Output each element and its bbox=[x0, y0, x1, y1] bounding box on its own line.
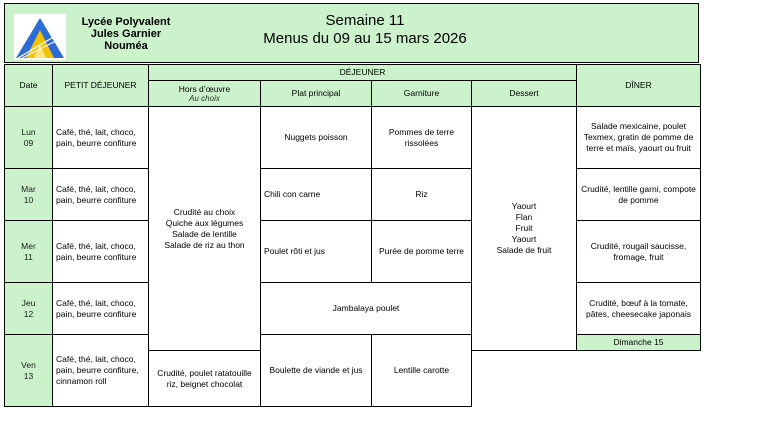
starter-item: Salade de lentille bbox=[172, 228, 237, 239]
day-wednesday bbox=[5, 221, 53, 283]
lunch-header: DÉJEUNER bbox=[149, 65, 577, 81]
day-name: Mer bbox=[21, 240, 36, 251]
header-banner bbox=[4, 3, 699, 63]
school-logo bbox=[14, 14, 66, 60]
main-monday: Nuggets poisson bbox=[261, 107, 372, 169]
dessert-item: Salade de fruit bbox=[496, 245, 552, 255]
date-header: Date bbox=[5, 65, 53, 107]
day-name: Mar bbox=[21, 183, 36, 194]
dessert-item: Yaourt bbox=[511, 234, 537, 244]
starter-header-note: Au choix bbox=[189, 94, 220, 103]
school-line-2: Jules Garnier bbox=[90, 28, 162, 40]
side-tuesday: Riz bbox=[372, 169, 472, 221]
main-header: Plat principal bbox=[261, 81, 372, 107]
starter-item: Quiche aux légumes bbox=[165, 217, 244, 228]
date-range: Menus du 09 au 15 mars 2026 bbox=[263, 30, 467, 47]
day-number: 10 bbox=[23, 194, 34, 205]
side-header: Garniture bbox=[372, 81, 472, 107]
menu-title bbox=[205, 12, 525, 48]
main-thursday: Jambalaya poulet bbox=[261, 283, 472, 335]
starter-item: Salade de riz au thon bbox=[164, 239, 245, 250]
school-name bbox=[71, 16, 181, 52]
day-tuesday bbox=[5, 169, 53, 221]
dessert-header: Dessert bbox=[472, 81, 577, 107]
starter-item: Crudité au choix bbox=[173, 206, 236, 217]
dinner-header: DÎNER bbox=[577, 65, 701, 107]
day-name: Ven bbox=[21, 359, 36, 370]
dinner-sunday: Crudité, poulet ratatouille riz, beignet chocolat bbox=[149, 351, 261, 407]
day-name: Jeu bbox=[21, 297, 36, 308]
day-thursday bbox=[5, 283, 53, 335]
breakfast-wednesday: Café, thé, lait, choco, pain, beurre confiture bbox=[53, 221, 149, 283]
breakfast-monday: Café, thé, lait, choco, pain, beurre confiture bbox=[53, 107, 149, 169]
school-line-3: Nouméa bbox=[104, 40, 148, 52]
sunday-label: Dimanche 15 bbox=[577, 335, 701, 351]
main-friday: Boulette de viande et jus bbox=[261, 335, 372, 407]
desserts-cell bbox=[472, 107, 577, 351]
dinner-monday: Salade mexicaine, poulet Texmex, gratin de pomme de terre et maïs, yaourt ou fruit bbox=[577, 107, 701, 169]
day-number: 11 bbox=[24, 251, 33, 262]
main-tuesday: Chili con carne bbox=[261, 169, 372, 221]
day-name: Lun bbox=[21, 126, 36, 137]
dessert-item: Yaourt bbox=[511, 201, 537, 211]
dessert-item: Flan bbox=[515, 212, 533, 222]
school-line-1: Lycée Polyvalent bbox=[81, 16, 171, 28]
dinner-wednesday: Crudité, rougail saucisse, fromage, fruit bbox=[577, 221, 701, 283]
side-monday: Pommes de terre rissolées bbox=[372, 107, 472, 169]
main-wednesday: Poulet rôti et jus bbox=[261, 221, 372, 283]
day-number: 12 bbox=[23, 308, 34, 319]
starters-cell bbox=[149, 107, 261, 351]
weekly-menu-table bbox=[4, 64, 701, 407]
day-number: 09 bbox=[23, 137, 34, 148]
breakfast-header: PETIT DÉJEUNER bbox=[53, 65, 149, 107]
side-friday: Lentille carotte bbox=[372, 335, 472, 407]
day-friday bbox=[5, 335, 53, 407]
day-monday bbox=[5, 107, 53, 169]
starter-header bbox=[149, 81, 261, 107]
dinner-thursday: Crudité, bœuf à la tomate, pâtes, cheesecake japonais bbox=[577, 283, 701, 335]
dinner-tuesday: Crudité, lentille garni, compote de pomme bbox=[577, 169, 701, 221]
side-wednesday: Purée de pomme terre bbox=[372, 221, 472, 283]
dessert-item: Fruit bbox=[515, 223, 533, 233]
breakfast-thursday: Café, thé, lait, choco, pain, beurre confiture bbox=[53, 283, 149, 335]
week-label: Semaine 11 bbox=[325, 12, 405, 29]
breakfast-tuesday: Café, thé, lait, choco, pain, beurre confiture bbox=[53, 169, 149, 221]
breakfast-friday: Café, thé, lait, choco, pain, beurre confiture, cinnamon roll bbox=[53, 335, 149, 407]
starter-header-label: Hors d’œuvre bbox=[178, 84, 231, 94]
day-number: 13 bbox=[23, 370, 34, 381]
